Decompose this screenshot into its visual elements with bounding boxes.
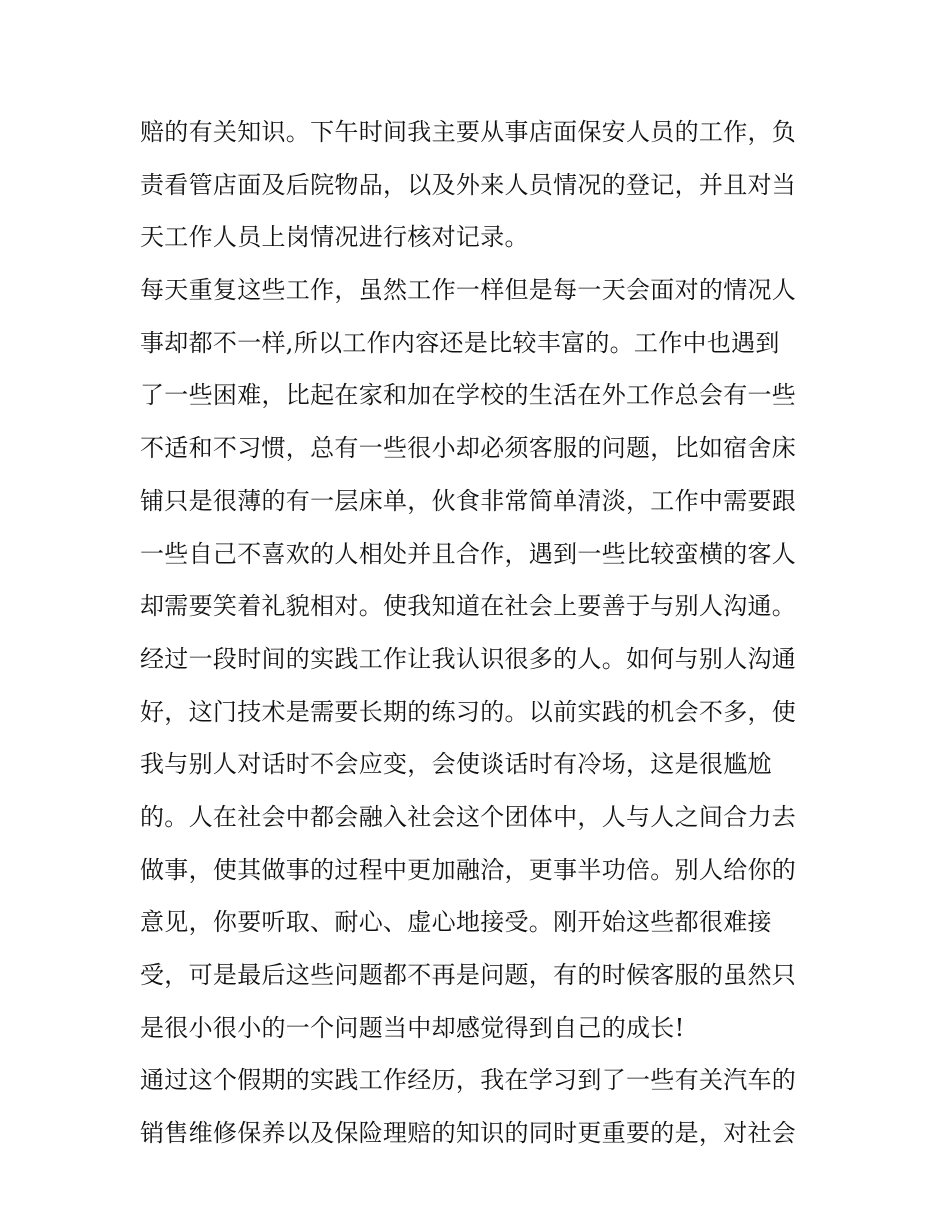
text-line: 做事，使其做事的过程中更加融洽，更事半功倍。别人给你的 xyxy=(140,855,797,884)
text-line: 销售维修保养以及保险理赔的知识的同时更重要的是，对社会 xyxy=(140,1119,797,1148)
text-line: 好，这门技术是需要长期的练习的。以前实践的机会不多，使 xyxy=(140,697,797,726)
text-line: 我与别人对话时不会应变，会使谈话时有冷场，这是很尴尬 xyxy=(140,750,772,779)
text-line: 一些自己不喜欢的人相处并且合作，遇到一些比较蛮横的客人 xyxy=(140,539,797,568)
text-line: 每天重复这些工作，虽然工作一样但是每一天会面对的情况人 xyxy=(140,276,797,305)
text-line: 天工作人员上岗情况进行核对记录。 xyxy=(140,223,529,252)
text-line: 铺只是很薄的有一层床单，伙食非常简单清淡，工作中需要跟 xyxy=(140,486,797,515)
text-line: 通过这个假期的实践工作经历，我在学习到了一些有关汽车的 xyxy=(140,1066,797,1095)
text-line: 了一些困难，比起在家和加在学校的生活在外工作总会有一些 xyxy=(140,381,797,410)
text-line: 责看管店面及后院物品，以及外来人员情况的登记，并且对当 xyxy=(140,170,797,199)
text-line: 的。人在社会中都会融入社会这个团体中，人与人之间合力去 xyxy=(140,802,797,831)
text-line: 不适和不习惯，总有一些很小却必须客服的问题，比如宿舍床 xyxy=(140,434,797,463)
text-line: 受，可是最后这些问题都不再是问题，有的时候客服的虽然只 xyxy=(140,961,797,989)
text-line: 是很小很小的一个问题当中却感觉得到自己的成长! xyxy=(140,1013,685,1042)
text-line: 却需要笑着礼貌相对。使我知道在社会上要善于与别人沟通。 xyxy=(140,592,797,621)
text-line: 经过一段时间的实践工作让我认识很多的人。如何与别人沟通 xyxy=(140,644,797,673)
text-line: 意见，你要听取、耐心、虚心地接受。刚开始这些都很难接 xyxy=(140,908,772,937)
text-line: 赔的有关知识。下午时间我主要从事店面保安人员的工作，负 xyxy=(140,118,797,146)
text-line: 事却都不一样,所以工作内容还是比较丰富的。工作中也遇到 xyxy=(140,328,780,357)
body-text xyxy=(140,106,820,1160)
